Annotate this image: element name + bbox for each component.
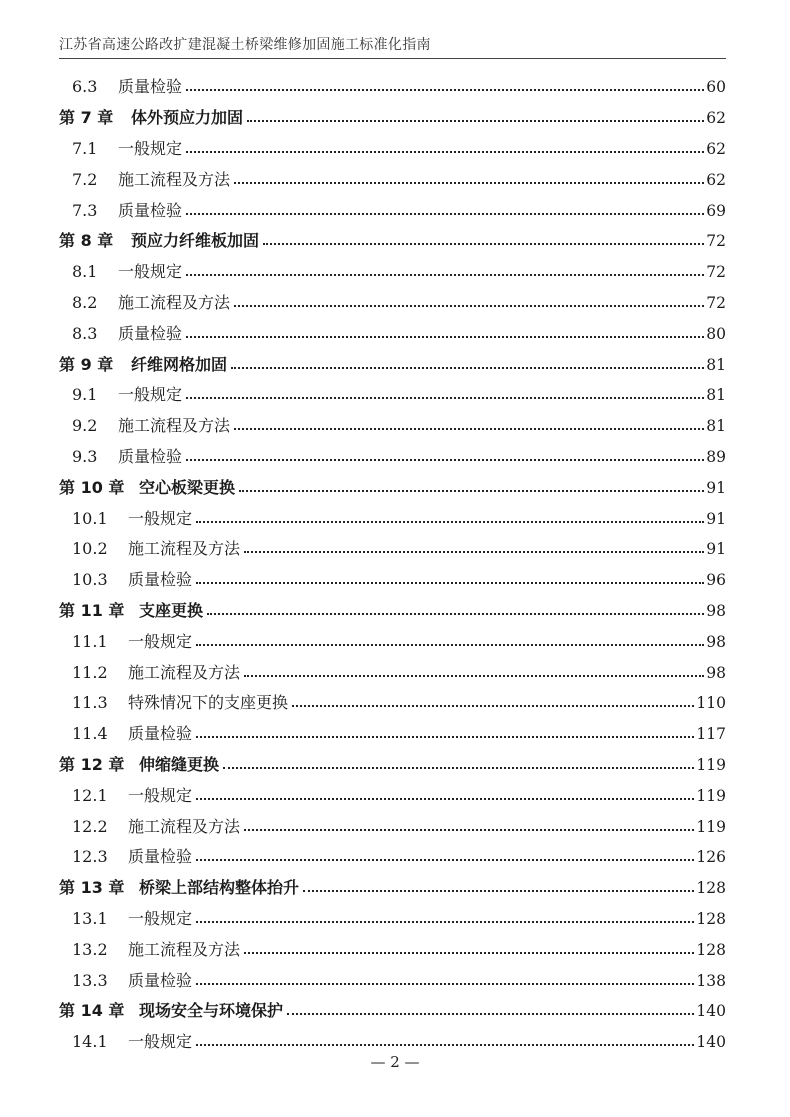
toc-section-row[interactable] bbox=[59, 503, 726, 534]
toc-entry-page: 91 bbox=[706, 540, 726, 559]
toc-entry-title: 空心板梁更换 bbox=[139, 477, 236, 497]
toc-entry-title: 施工流程及方法 bbox=[118, 169, 231, 189]
toc-section-row[interactable] bbox=[59, 965, 726, 996]
toc-entry-title: 一般规定 bbox=[128, 508, 193, 528]
toc-entry-title: 特殊情况下的支座更换 bbox=[128, 693, 289, 713]
toc-entry-page: 72 bbox=[706, 263, 726, 282]
toc-entry-number: 9.1 bbox=[72, 385, 98, 405]
toc-entry-page: 119 bbox=[696, 786, 726, 805]
toc-chapter-row[interactable] bbox=[59, 996, 726, 1027]
toc-entry-number: 12.3 bbox=[72, 847, 108, 867]
toc-entry-page: 72 bbox=[706, 293, 726, 312]
toc-entry-title: 质量检验 bbox=[128, 570, 193, 590]
toc-entry-number: 8.3 bbox=[72, 323, 98, 343]
toc-entry-title: 一般规定 bbox=[128, 908, 193, 928]
toc-entry-number: 13.1 bbox=[72, 908, 108, 928]
toc-chapter-row[interactable] bbox=[59, 750, 726, 781]
toc-entry-title: 质量检验 bbox=[128, 724, 193, 744]
header-rule bbox=[59, 58, 726, 59]
toc-entry-title: 施工流程及方法 bbox=[128, 939, 241, 959]
toc-entry-page: 62 bbox=[706, 139, 726, 158]
toc-section-row[interactable] bbox=[59, 318, 726, 349]
dot-leader bbox=[196, 859, 694, 861]
toc-entry-title: 施工流程及方法 bbox=[128, 662, 241, 682]
dot-leader bbox=[196, 582, 704, 584]
toc-section-row[interactable] bbox=[59, 904, 726, 935]
dot-leader bbox=[303, 890, 694, 892]
toc-section-row[interactable] bbox=[59, 688, 726, 719]
dot-leader bbox=[244, 675, 704, 677]
toc-entry-title: 施工流程及方法 bbox=[128, 816, 241, 836]
dot-leader bbox=[234, 182, 704, 184]
dot-leader bbox=[244, 829, 694, 831]
dot-leader bbox=[234, 428, 704, 430]
dot-leader bbox=[186, 151, 704, 153]
toc-entry-page: 60 bbox=[706, 78, 726, 97]
toc-chapter-row[interactable] bbox=[59, 873, 726, 904]
toc-section-row[interactable] bbox=[59, 934, 726, 965]
toc-entry-page: 72 bbox=[706, 232, 726, 251]
toc-entry-number: 8.1 bbox=[72, 262, 98, 282]
toc-section-row[interactable] bbox=[59, 626, 726, 657]
toc-entry-title: 质量检验 bbox=[128, 970, 193, 990]
toc-entry-page: 119 bbox=[696, 817, 726, 836]
toc-entry-page: 96 bbox=[706, 571, 726, 590]
toc-entry-page: 91 bbox=[706, 509, 726, 528]
toc-entry-page: 140 bbox=[696, 1002, 726, 1021]
toc-entry-title: 质量检验 bbox=[118, 200, 183, 220]
dot-leader bbox=[186, 274, 704, 276]
toc-entry-title: 纤维网格加固 bbox=[131, 354, 228, 374]
dot-leader bbox=[207, 613, 704, 615]
toc-chapter-row[interactable] bbox=[59, 596, 726, 627]
toc-entry-title: 预应力纤维板加固 bbox=[131, 231, 260, 251]
dot-leader bbox=[196, 983, 694, 985]
toc-entry-number: 12.1 bbox=[72, 785, 108, 805]
toc-entry-page: 81 bbox=[706, 355, 726, 374]
toc-entry-page: 69 bbox=[706, 201, 726, 220]
page-number: — 2 — bbox=[370, 1053, 420, 1071]
toc-section-row[interactable] bbox=[59, 811, 726, 842]
toc-entry-title: 质量检验 bbox=[118, 323, 183, 343]
toc-section-row[interactable] bbox=[59, 195, 726, 226]
toc-entry-number: 9.3 bbox=[72, 446, 98, 466]
toc-entry-page: 128 bbox=[696, 940, 726, 959]
toc-entry-page: 117 bbox=[696, 725, 726, 744]
dot-leader bbox=[196, 798, 694, 800]
toc-entry-number: 第 11 章 bbox=[59, 600, 125, 620]
toc-entry-number: 7.2 bbox=[72, 169, 98, 189]
toc-section-row[interactable] bbox=[59, 842, 726, 873]
toc-section-row[interactable] bbox=[59, 72, 726, 103]
toc-entry-page: 80 bbox=[706, 324, 726, 343]
dot-leader bbox=[196, 644, 704, 646]
toc-entry-title: 一般规定 bbox=[118, 262, 183, 282]
dot-leader bbox=[244, 952, 694, 954]
toc-section-row[interactable] bbox=[59, 288, 726, 319]
dot-leader bbox=[196, 521, 704, 523]
toc-entry-number: 第 13 章 bbox=[59, 878, 125, 898]
toc-section-row[interactable] bbox=[59, 134, 726, 165]
toc-entry-page: 91 bbox=[706, 478, 726, 497]
toc-entry-number: 第 10 章 bbox=[59, 477, 125, 497]
toc-entry-title: 伸缩缝更换 bbox=[139, 754, 220, 774]
dot-leader bbox=[196, 736, 694, 738]
toc-entry-title: 一般规定 bbox=[118, 385, 183, 405]
toc-entry-title: 体外预应力加固 bbox=[131, 108, 244, 128]
toc-section-row[interactable] bbox=[59, 719, 726, 750]
dot-leader bbox=[186, 213, 704, 215]
toc-entry-number: 7.3 bbox=[72, 200, 98, 220]
dot-leader bbox=[223, 767, 694, 769]
toc-entry-number: 第 8 章 bbox=[59, 231, 114, 251]
dot-leader bbox=[263, 243, 704, 245]
toc-section-row[interactable] bbox=[59, 164, 726, 195]
toc-entry-title: 一般规定 bbox=[128, 1032, 193, 1052]
toc-entry-number: 6.3 bbox=[72, 77, 98, 97]
toc-entry-number: 第 14 章 bbox=[59, 1001, 125, 1021]
dot-leader bbox=[244, 551, 704, 553]
toc-entry-number: 10.3 bbox=[72, 570, 108, 590]
toc-entry-page: 98 bbox=[706, 663, 726, 682]
table-of-contents bbox=[59, 72, 726, 1058]
toc-entry-number: 9.2 bbox=[72, 416, 98, 436]
toc-entry-title: 施工流程及方法 bbox=[128, 539, 241, 559]
toc-entry-page: 128 bbox=[696, 909, 726, 928]
toc-entry-number: 11.4 bbox=[72, 724, 108, 744]
dot-leader bbox=[234, 305, 704, 307]
dot-leader bbox=[186, 89, 704, 91]
toc-entry-title: 施工流程及方法 bbox=[118, 416, 231, 436]
toc-entry-page: 126 bbox=[696, 848, 726, 867]
toc-section-row[interactable] bbox=[59, 257, 726, 288]
toc-entry-title: 质量检验 bbox=[128, 847, 193, 867]
running-header: 江苏省高速公路改扩建混凝土桥梁维修加固施工标准化指南 bbox=[59, 37, 431, 53]
toc-section-row[interactable] bbox=[59, 442, 726, 473]
toc-entry-number: 7.1 bbox=[72, 138, 98, 158]
toc-section-row[interactable] bbox=[59, 780, 726, 811]
toc-entry-title: 质量检验 bbox=[118, 77, 183, 97]
toc-entry-title: 一般规定 bbox=[118, 138, 183, 158]
toc-entry-page: 98 bbox=[706, 632, 726, 651]
toc-entry-page: 81 bbox=[706, 386, 726, 405]
dot-leader bbox=[186, 397, 704, 399]
toc-entry-page: 62 bbox=[706, 109, 726, 128]
toc-section-row[interactable] bbox=[59, 411, 726, 442]
toc-entry-title: 一般规定 bbox=[128, 631, 193, 651]
toc-entry-number: 11.1 bbox=[72, 631, 108, 651]
toc-chapter-row[interactable] bbox=[59, 226, 726, 257]
toc-entry-number: 第 7 章 bbox=[59, 108, 114, 128]
toc-entry-number: 第 9 章 bbox=[59, 354, 114, 374]
toc-section-row[interactable] bbox=[59, 565, 726, 596]
dot-leader bbox=[247, 120, 704, 122]
toc-entry-title: 施工流程及方法 bbox=[118, 292, 231, 312]
toc-entry-title: 支座更换 bbox=[139, 600, 204, 620]
dot-leader bbox=[231, 367, 704, 369]
toc-entry-title: 质量检验 bbox=[118, 446, 183, 466]
toc-entry-title: 桥梁上部结构整体抬升 bbox=[139, 878, 300, 898]
toc-entry-number: 8.2 bbox=[72, 292, 98, 312]
dot-leader bbox=[239, 490, 704, 492]
toc-entry-title: 现场安全与环境保护 bbox=[139, 1001, 284, 1021]
toc-entry-number: 第 12 章 bbox=[59, 754, 125, 774]
dot-leader bbox=[186, 459, 704, 461]
toc-section-row[interactable] bbox=[59, 380, 726, 411]
dot-leader bbox=[292, 705, 694, 707]
toc-entry-number: 13.2 bbox=[72, 939, 108, 959]
toc-entry-number: 11.3 bbox=[72, 693, 108, 713]
toc-entry-page: 128 bbox=[696, 879, 726, 898]
toc-entry-page: 138 bbox=[696, 971, 726, 990]
toc-entry-page: 81 bbox=[706, 417, 726, 436]
dot-leader bbox=[186, 336, 704, 338]
toc-entry-page: 110 bbox=[696, 694, 726, 713]
toc-chapter-row[interactable] bbox=[59, 349, 726, 380]
toc-section-row[interactable] bbox=[59, 534, 726, 565]
toc-entry-page: 98 bbox=[706, 601, 726, 620]
toc-entry-page: 62 bbox=[706, 170, 726, 189]
toc-entry-number: 10.1 bbox=[72, 508, 108, 528]
toc-entry-page: 140 bbox=[696, 1033, 726, 1052]
toc-chapter-row[interactable] bbox=[59, 103, 726, 134]
toc-entry-title: 一般规定 bbox=[128, 785, 193, 805]
toc-entry-number: 10.2 bbox=[72, 539, 108, 559]
toc-entry-number: 11.2 bbox=[72, 662, 108, 682]
toc-entry-number: 12.2 bbox=[72, 816, 108, 836]
dot-leader bbox=[196, 921, 694, 923]
toc-entry-number: 13.3 bbox=[72, 970, 108, 990]
toc-chapter-row[interactable] bbox=[59, 472, 726, 503]
toc-entry-page: 89 bbox=[706, 447, 726, 466]
toc-entry-number: 14.1 bbox=[72, 1032, 108, 1052]
toc-section-row[interactable] bbox=[59, 657, 726, 688]
dot-leader bbox=[287, 1013, 694, 1015]
toc-entry-page: 119 bbox=[696, 755, 726, 774]
dot-leader bbox=[196, 1044, 694, 1046]
